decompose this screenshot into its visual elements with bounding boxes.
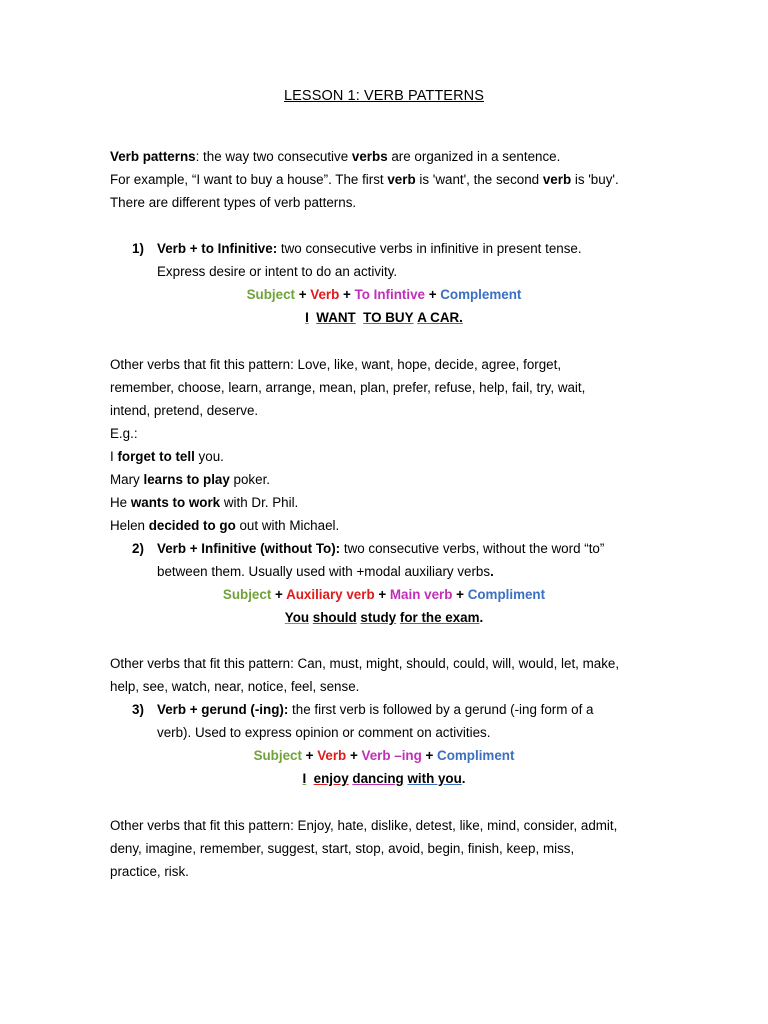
section-3-example: I enjoy dancing with you. bbox=[302, 771, 466, 786]
section-3-formula: Subject + Verb + Verb –ing + Compliment bbox=[253, 748, 515, 763]
section-3-other-2: deny, imagine, remember, suggest, start, stop, avoid, begin, finish, keep, miss, bbox=[110, 841, 575, 856]
section-3-other-1: Other verbs that fit this pattern: Enjoy, hate, dislike, detest, like, mind, consider, admit, bbox=[110, 818, 618, 833]
section-3-number: 3) bbox=[132, 702, 144, 717]
section-1-other-2: remember, choose, learn, arrange, mean, plan, prefer, refuse, help, fail, try, wait, bbox=[110, 380, 586, 395]
example-3: He wants to work with Dr. Phil. bbox=[110, 495, 299, 510]
section-1-other-3: intend, pretend, deserve. bbox=[110, 403, 259, 418]
section-2-desc: between them. Usually used with +modal auxiliary verbs. bbox=[157, 564, 494, 579]
section-3-heading: Verb + gerund (-ing): the first verb is followed by a gerund (-ing form of a bbox=[157, 702, 594, 717]
intro-line-3: There are different types of verb patterns. bbox=[110, 195, 357, 210]
section-1-formula: Subject + Verb + To Infintive + Complement bbox=[246, 287, 522, 302]
section-2-formula: Subject + Auxiliary verb + Main verb + Compliment bbox=[222, 587, 546, 602]
page-title: LESSON 1: VERB PATTERNS bbox=[284, 88, 484, 104]
section-1-example: I WANT TO BUY A CAR. bbox=[305, 310, 463, 325]
example-4: Helen decided to go out with Michael. bbox=[110, 518, 340, 533]
section-1-other-1: Other verbs that fit this pattern: Love, like, want, hope, decide, agree, forget, bbox=[110, 357, 562, 372]
section-1-heading: Verb + to Infinitive: two consecutive verbs in infinitive in present tense. bbox=[157, 241, 582, 256]
term-verb-patterns: Verb patterns bbox=[110, 149, 196, 164]
eg-label: E.g.: bbox=[110, 426, 138, 441]
section-3-other-3: practice, risk. bbox=[110, 864, 189, 879]
example-2: Mary learns to play poker. bbox=[110, 472, 271, 487]
section-2-example: You should study for the exam. bbox=[284, 610, 484, 625]
section-2-heading: Verb + Infinitive (without To): two consecutive verbs, without the word “to” bbox=[157, 541, 605, 556]
example-1: I forget to tell you. bbox=[110, 449, 224, 464]
section-2-other-1: Other verbs that fit this pattern: Can, must, might, should, could, will, would, let, make, bbox=[110, 656, 620, 671]
section-1-desc: Express desire or intent to do an activity. bbox=[157, 264, 398, 279]
intro-line-1: Verb patterns: the way two consecutive verbs are organized in a sentence. bbox=[110, 149, 561, 164]
section-2-number: 2) bbox=[132, 541, 144, 556]
intro-line-2: For example, “I want to buy a house”. The first verb is 'want', the second verb is 'buy'. bbox=[110, 172, 619, 187]
section-2-other-2: help, see, watch, near, notice, feel, sense. bbox=[110, 679, 360, 694]
section-3-desc: verb). Used to express opinion or comment on activities. bbox=[157, 725, 491, 740]
section-1-number: 1) bbox=[132, 241, 144, 256]
